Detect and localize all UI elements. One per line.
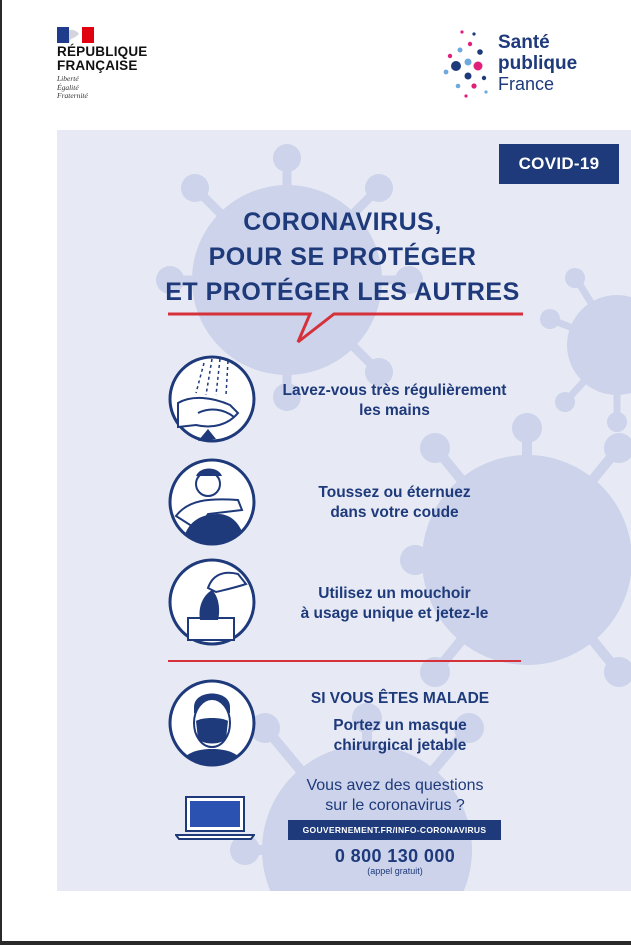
headline-line2: POUR SE PROTÉGER (208, 243, 477, 271)
tip-cough-text (262, 483, 527, 523)
frame-left-border (0, 0, 2, 945)
phone-note: (appel gratuit) (367, 866, 423, 876)
questions-text (280, 776, 510, 816)
rf-title-line1: RÉPUBLIQUE (57, 44, 148, 59)
covid-19-badge: COVID-19 (499, 144, 619, 184)
red-separator (168, 660, 521, 662)
spf-line1: Santé (498, 32, 550, 53)
tip-cough-line2: dans votre coude (330, 504, 459, 521)
cough-elbow-icon (168, 458, 256, 546)
spf-line3: France (498, 74, 555, 94)
malade-line1: Portez un masque (333, 717, 467, 734)
tip-tissue-line2: à usage unique et jetez-le (300, 605, 489, 622)
tip-tissue-line1: Utilisez un mouchoir (318, 585, 471, 602)
headline-line3: ET PROTÉGER LES AUTRES (165, 278, 520, 306)
phone-number[interactable]: 0 800 130 000 (334, 846, 456, 866)
speech-bubble-divider-icon (168, 310, 523, 350)
questions-line2: sur le coronavirus ? (325, 797, 465, 814)
tip-tissue-text (262, 584, 527, 624)
headline-line1: CORONAVIRUS, (243, 208, 442, 236)
frame-bottom-border (0, 941, 631, 945)
malade-title: SI VOUS ÊTES MALADE (310, 690, 490, 707)
info-url-link[interactable]: GOUVERNEMENT.FR/INFO-CORONAVIRUS (288, 820, 501, 840)
laptop-icon (175, 795, 255, 841)
rf-motto-egalite: Égalité (57, 82, 79, 92)
tip-cough-line1: Toussez ou éternuez (318, 484, 471, 501)
sante-publique-wordmark (498, 32, 577, 95)
tip-wash-line2: les mains (359, 402, 430, 419)
rf-motto-fraternite: Fraternité (57, 91, 88, 100)
spf-line2: publique (498, 53, 578, 74)
poster-headline (160, 205, 525, 310)
rf-motto-liberte: Liberté (57, 74, 79, 83)
handwashing-icon (168, 355, 256, 443)
tissue-icon (168, 558, 256, 646)
mask-icon (168, 679, 256, 767)
malade-text (290, 716, 510, 756)
questions-line1: Vous avez des questions (306, 777, 484, 794)
rf-title-line2: FRANÇAISE (57, 58, 138, 73)
tip-wash-line1: Lavez-vous très régulièrement (282, 382, 507, 399)
malade-line2: chirurgical jetable (333, 737, 467, 754)
marianne-flag-icon (57, 27, 94, 43)
republique-francaise-logo (57, 27, 148, 101)
tip-wash-hands-text (262, 381, 527, 421)
